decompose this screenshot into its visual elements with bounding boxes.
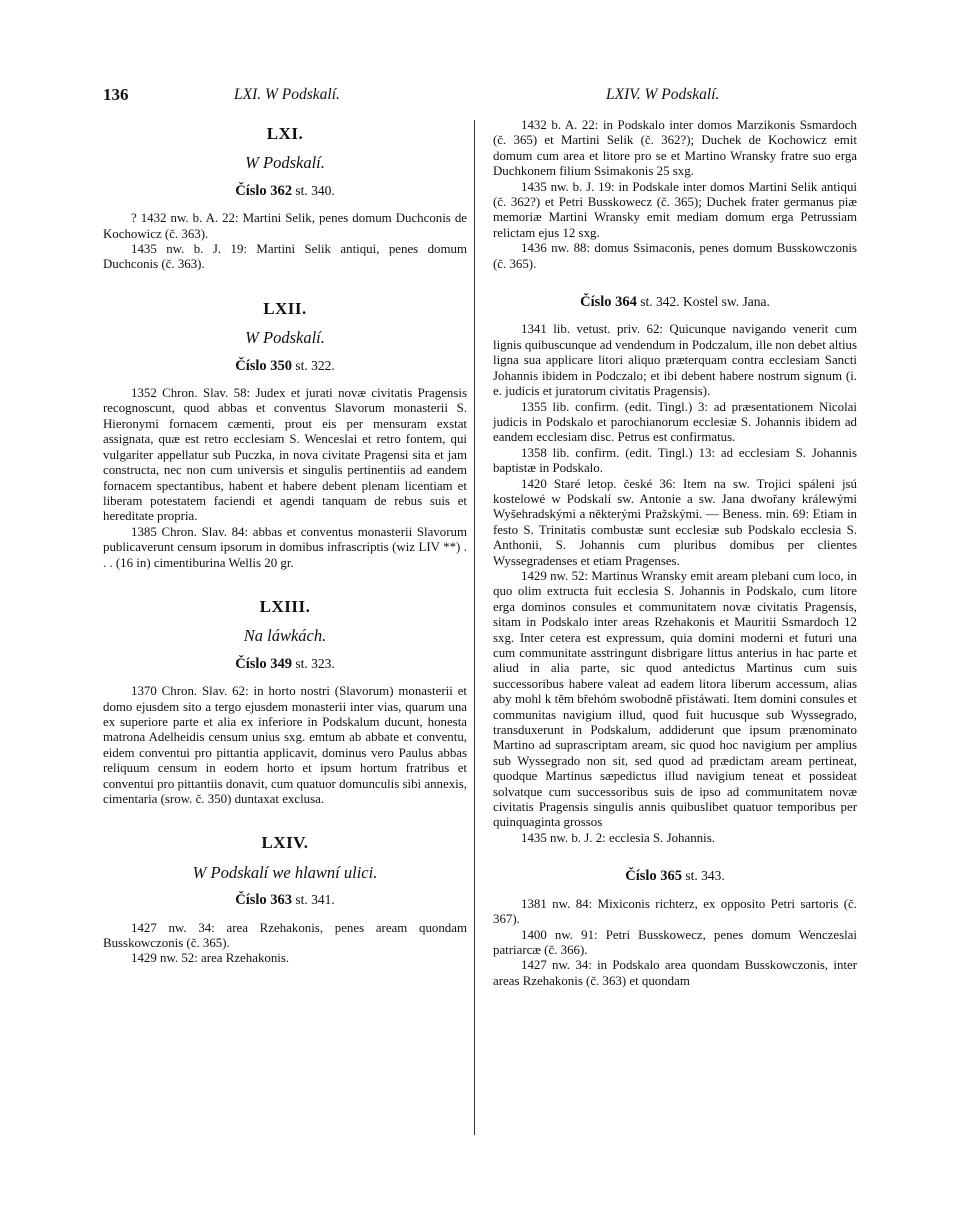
entry-paragraph: 1400 nw. 91: Petri Busskowecz, penes domum Wenczeslai patriarcæ (č. 366). — [493, 927, 857, 957]
section-number: LXIII. — [259, 596, 311, 616]
entry-paragraph: 1436 nw. 88: domus Ssimaconis, penes domum Busskowczonis (č. 365). — [493, 241, 857, 271]
entry-paragraph: 1427 nw. 34: area Rzehakonis, penes aream quondam Busskowczonis (č. 365). — [103, 920, 467, 951]
section-number: LXIV. — [261, 833, 309, 853]
section-place: W Podskalí we hlawní ulici. — [192, 862, 378, 882]
running-header-right: LXIV. W Podskalí. — [606, 86, 720, 103]
section-lxiii — [103, 596, 467, 807]
cislo-heading: Číslo 362 st. 340. — [235, 182, 335, 199]
entry-paragraph: 1355 lib. confirm. (edit. Tingl.) 3: ad præsentationem Nicolai judicis in Podskalo et parochianorum ecclesiæ S. Johannis ibidem ad eandem ecclesiam disc. Petrus est confirmatus. — [493, 399, 857, 445]
right-column — [493, 118, 857, 1017]
entry-paragraph: ? 1432 nw. b. A. 22: Martini Selik, penes domum Duchconis de Kochowicz (č. 363). — [103, 211, 467, 241]
section-lxii — [103, 298, 467, 571]
entry-paragraph: 1432 b. A. 22: in Podskalo inter domos Marzikonis Ssmardoch (č. 365) et Martini Selik (č. 362?); Duchek de Kochowicz emit domum cum area et litore pro se et Martino Wransky fratre suo erga Duchkonem filium Ssimakonis 25 sxg. — [493, 118, 857, 179]
entry-paragraph: 1385 Chron. Slav. 84: abbas et conventus monasterii Slavorum publicaverunt censum ipsorum in domibus infrascriptis (wiz LIV **) . . . (16 in) cimentiburina Wellis 20 gr. — [103, 524, 467, 570]
section-cislo-364 — [493, 294, 857, 846]
cislo-heading: Číslo 363 st. 341. — [235, 892, 335, 909]
entry-paragraph: 1435 nw. b. J. 19: in Podskale inter domos Martini Selik antiqui (č. 362?) et Petri Busskowecz (č. 365); Duchek frater germanus piæ memoriæ Martini Wransky emit mediam domum erga Petrussiam relictam ejus 12 sxg. — [493, 179, 857, 240]
entry-paragraph: 1435 nw. b. J. 19: Martini Selik antiqui, penes domum Duchconis (č. 363). — [103, 242, 467, 272]
cislo-heading: Číslo 350 st. 322. — [235, 357, 335, 374]
entry-paragraph: 1352 Chron. Slav. 58: Judex et jurati novæ civitatis Pragensis recognoscunt, quod abbas et conventus Slavorum monasterii S. Hieronymi fornacem cæmenti, prout eis per mensuram exstat assignata, quæ est retro ecclesiam S. Wenceslai et retro fontem, qui vulgariter appellatur sub Puczka, in nova civitate Pragensi sita et jam constructa, nec non cum universis et singulis pertinentiis ad eandem fornacem spectantibus, habent et habere debent plenam licentiam et liberam potestatem faciendi et agendi tanquam de rebus suis et hereditate propria. — [103, 386, 467, 524]
entry-paragraph: 1429 nw. 52: area Rzehakonis. — [131, 951, 290, 966]
left-column — [103, 118, 467, 995]
cislo-heading: Číslo 365 st. 343. — [625, 868, 725, 885]
page-number: 136 — [103, 85, 129, 104]
section-place: W Podskalí. — [245, 328, 325, 348]
entry-paragraph: 1420 Staré letop. české 36: Item na sw. Trojici spáleni jsú kostelowé w Podskalí sw. Antonie a sw. Jana dwořany králewými Wyšehradskými a některými Pražskými. — Beness. min. 69: Etiam in festo S. Trinitatis combustæ sunt ecclesiæ sub Podskalo ecclesia S. Anthonii, S. Johannis cum pluribus domibus per clientes Wyssegradenses et etiam Pragenses. — [493, 476, 857, 568]
entry-paragraph: 1358 lib. confirm. (edit. Tingl.) 13: ad ecclesiam S. Johannis baptistæ in Podskalo. — [493, 445, 857, 476]
entry-paragraph: 1370 Chron. Slav. 62: in horto nostri (Slavorum) monasterii et domo ejusdem sito a tergo ejusdem monasterii inter vias, quarum una ex superiore parte et alia ex inferiore in Podskalum ducunt, honesta matrona Adelheidis censum unius sxg. emtum ab abbate et conventu, eidem conventui pro pittantia applicavit, dominus vero Paulus abbas reliquum censum in eodem horto et ipsum hortum fratribus et conventui pro pittantiis donavit, cum quatuor domunculis sibi annexis, cimentaria (srow. č. 350) duntaxat exclusa. — [103, 684, 467, 806]
section-number: LXII. — [263, 298, 307, 318]
section-place: W Podskalí. — [245, 153, 325, 173]
entry-paragraph: 1435 nw. b. J. 2: ecclesia S. Johannis. — [521, 830, 715, 845]
entry-paragraph: 1381 nw. 84: Mixiconis richterz, ex opposito Petri sartoris (č. 367). — [493, 896, 857, 927]
running-header-left: LXI. W Podskalí. — [234, 86, 340, 103]
entry-paragraph: 1341 lib. vetust. priv. 62: Quicunque navigando venerit cum lignis quibuscunque ad vendendum in Podczalum, ille non debet altius ligna sua applicare litori aliquo præterquam contra ecclesiam Sancti Johannis ibidem in Podczalo; et ibi debent habere nostrum signum (i. e. judicis et juratorum civitatis Pragensis). — [493, 322, 857, 399]
section-lxiv — [103, 835, 467, 966]
section-cislo-365 — [493, 868, 857, 989]
entry-paragraph: 1429 nw. 52: Martinus Wransky emit aream plebani cum loco, in quo olim extructa fuit ecclesia S. Johannis in Podskalo, cum litore erga dominos consules et communitatem novæ civitatis Pragensis, sitam in Podskalo inter areas Rzehakonis et Mauritii Ssmardoch 12 sxg. Inter cetera est expressum, quia domini moderni et futuri una cum communitate asstringunt disbrigare littus anterius in hac parte et aliud in alia parte, sic quod antedictus Martinus cum suis successoribus habere valeat ad eadem litora liberum accessum, alias aby mohl k těm břehóm swobodně přistáwati. Item domini consules et communitas navigium illud, quod fuit hucusque sub Wyssegrado, transduxerunt in Podskalum, addiderunt que ipsum prænominato Martino ad suprascriptam aream, sic quod hoc navigium per amplius sub Wyssegrado non sit, sed quod ad prædictam aream pertineat, quodque Martinus sæpedictus illud navigium teneat et possideat solvatque cum successoribus suis de ipso ad communitatem novæ civitatis Pragensis singulis annis quibuslibet quatuor temporibus per quinquaginta grossos — [493, 568, 857, 830]
cislo-heading: Číslo 364 st. 342. Kostel sw. Jana. — [580, 294, 770, 311]
entry-paragraph: 1427 nw. 34: in Podskalo area quondam Busskowczonis, inter areas Rzehakonis (č. 363) et quondam — [493, 958, 857, 988]
section-number: LXI. — [266, 124, 304, 143]
cislo-heading: Číslo 349 st. 323. — [235, 655, 335, 672]
section-lxi — [103, 126, 467, 273]
continuation — [493, 118, 857, 272]
column-divider — [474, 120, 475, 1135]
section-place: Na láwkách. — [243, 626, 327, 646]
